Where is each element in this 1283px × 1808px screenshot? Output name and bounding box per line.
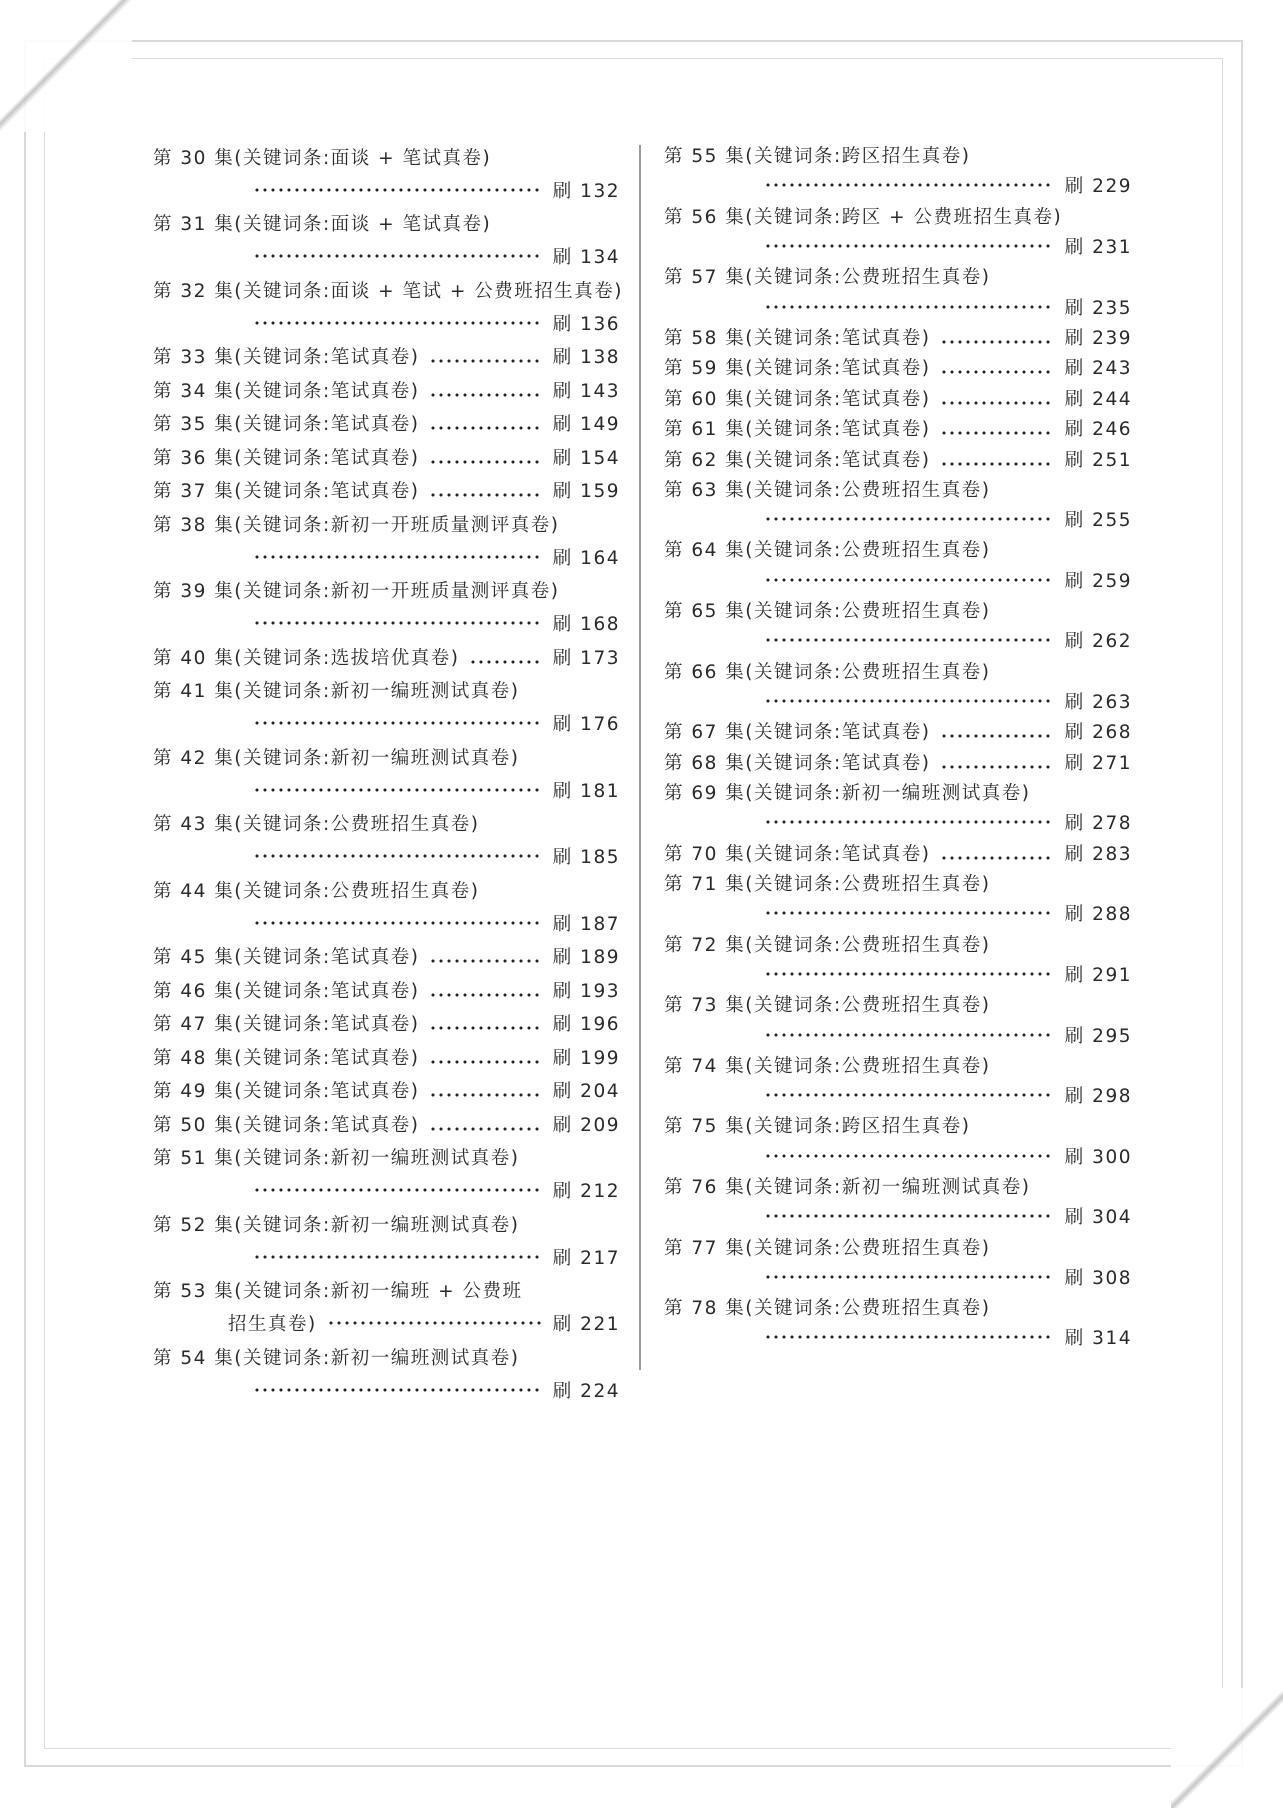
toc-entry-page: 刷 159 (552, 481, 620, 503)
toc-entry-row (664, 749, 1132, 775)
toc-entry-title: 第 41 集(关键词条:新初一编班测试真卷) (153, 681, 520, 702)
toc-entry-leader-line (153, 1373, 620, 1406)
dot-leader (940, 431, 1052, 435)
toc-entry-title-line (664, 656, 1132, 686)
toc-entry-title-line (664, 928, 1132, 958)
dot-leader (429, 959, 540, 963)
toc-entry-title: 第 54 集(关键词条:新初一编班测试真卷) (153, 1347, 520, 1369)
toc-entry-leader-line (664, 686, 1132, 716)
dot-leader (764, 1093, 1053, 1097)
dot-leader (764, 820, 1053, 824)
toc-entry-page: 刷 149 (552, 414, 620, 436)
dot-leader (429, 1093, 540, 1097)
toc-entry[interactable] (153, 640, 620, 674)
toc-entry[interactable] (153, 474, 620, 508)
toc-entry-page: 刷 308 (1064, 1267, 1132, 1289)
toc-entry-title: 第 68 集(关键词条:笔试真卷) (664, 752, 931, 774)
toc-entry-page: 刷 304 (1064, 1207, 1132, 1229)
toc-entry-page: 刷 239 (1064, 327, 1132, 349)
toc-entry-title: 第 61 集(关键词条:笔试真卷) (664, 419, 931, 441)
toc-entry[interactable] (664, 413, 1132, 443)
toc-entry[interactable] (664, 140, 1132, 201)
toc-entry-page: 刷 196 (552, 1014, 620, 1036)
toc-entry-title-line (153, 674, 620, 707)
toc-entry-title: 第 76 集(关键词条:新初一编班测试真卷) (664, 1176, 1031, 1198)
toc-entry[interactable] (153, 1274, 620, 1341)
toc-entry-page: 刷 181 (552, 780, 620, 802)
toc-entry-leader-line (153, 540, 620, 573)
toc-entry-page: 刷 132 (552, 180, 620, 202)
toc-entry[interactable] (664, 352, 1132, 382)
toc-entry-page: 刷 298 (1064, 1086, 1132, 1108)
toc-entry-page: 刷 251 (1064, 449, 1132, 471)
toc-entry[interactable] (153, 1207, 620, 1274)
toc-entry-page: 刷 314 (1064, 1328, 1132, 1350)
toc-entry-leader-line (664, 1201, 1132, 1231)
toc-entry-leader-line (153, 240, 620, 273)
toc-entry-row (664, 840, 1132, 866)
toc-entry-title: 第 40 集(关键词条:选拔培优真卷) (153, 647, 460, 669)
toc-entry-title: 第 78 集(关键词条:公费班招生真卷) (664, 1298, 991, 1320)
toc-entry-title: 第 37 集(关键词条:笔试真卷) (153, 481, 420, 503)
dot-leader (764, 972, 1053, 976)
toc-entry-page: 刷 291 (1064, 964, 1132, 986)
toc-right-column (664, 140, 1132, 1353)
toc-entry-page: 刷 154 (552, 447, 620, 469)
toc-entry[interactable] (664, 322, 1132, 352)
toc-entry-title-line (664, 1110, 1132, 1140)
toc-entry-leader-line (664, 1322, 1132, 1352)
toc-entry-page: 刷 235 (1064, 297, 1132, 319)
toc-entry[interactable] (153, 273, 623, 340)
toc-entry-title: 第 67 集(关键词条:笔试真卷) (664, 722, 931, 744)
toc-entry-page: 刷 271 (1064, 752, 1132, 774)
toc-entry-row (153, 377, 620, 403)
toc-entry-title-line (664, 1231, 1132, 1261)
toc-entry-row (664, 415, 1132, 441)
toc-entry-title: 第 55 集(关键词条:跨区招生真卷) (664, 146, 971, 168)
toc-entry[interactable] (153, 1141, 620, 1208)
toc-entry[interactable] (664, 383, 1132, 413)
dot-leader (253, 555, 541, 559)
dot-leader (429, 1060, 540, 1064)
toc-entry-title: 第 39 集(关键词条:新初一开班质量测评真卷) (153, 581, 560, 602)
toc-entry-page: 刷 224 (552, 1380, 620, 1402)
toc-entry-title-line (664, 1292, 1132, 1322)
toc-entry-title-line (153, 507, 620, 540)
dot-leader (253, 1188, 541, 1192)
dot-leader (940, 370, 1052, 374)
toc-entry-title: 第 42 集(关键词条:新初一编班测试真卷) (153, 747, 520, 769)
toc-entry[interactable] (664, 1171, 1132, 1232)
toc-entry-leader-line (664, 1262, 1132, 1292)
toc-entry-title-line (664, 140, 1132, 170)
dot-leader (429, 493, 540, 497)
toc-entry[interactable] (153, 340, 620, 374)
toc-entry-row (153, 977, 620, 1003)
toc-entry-title: 第 46 集(关键词条:笔试真卷) (153, 980, 420, 1002)
toc-entry-title: 第 56 集(关键词条:跨区 + 公费班招生真卷) (664, 206, 1063, 228)
toc-entry-page: 刷 212 (552, 1181, 620, 1202)
toc-entry-title: 第 75 集(关键词条:跨区招生真卷) (664, 1116, 971, 1138)
dot-leader (764, 1154, 1053, 1158)
toc-entry-page: 刷 185 (552, 847, 620, 868)
toc-entry-title-line (153, 273, 623, 306)
toc-entry-title-line (664, 868, 1132, 898)
toc-entry-page: 刷 246 (1064, 419, 1132, 441)
toc-entry-title: 第 36 集(关键词条:笔试真卷) (153, 447, 420, 469)
toc-entry[interactable] (664, 261, 1132, 322)
toc-entry-row (153, 1044, 620, 1070)
toc-entry-title-line (664, 201, 1132, 231)
toc-entry-page: 刷 143 (552, 380, 620, 402)
toc-entry-title: 第 34 集(关键词条:笔试真卷) (153, 380, 420, 402)
toc-entry[interactable] (664, 868, 1132, 929)
toc-entry[interactable] (664, 201, 1132, 262)
toc-entry-leader-line (664, 1080, 1132, 1110)
toc-entry-leader-line (153, 773, 620, 806)
toc-entry-title-continuation: 招生真卷) (228, 1314, 317, 1335)
toc-entry-title-line (664, 261, 1132, 291)
toc-entry[interactable] (664, 1110, 1132, 1171)
toc-entry-title: 第 58 集(关键词条:笔试真卷) (664, 327, 931, 349)
toc-entry-page: 刷 263 (1064, 691, 1132, 713)
toc-entry-page: 刷 168 (552, 614, 620, 635)
dot-leader (764, 1335, 1053, 1339)
dot-leader (253, 854, 541, 858)
toc-entry-row (153, 1111, 620, 1137)
toc-entry[interactable] (153, 140, 620, 207)
dot-leader (253, 788, 541, 792)
dot-leader (764, 1214, 1053, 1218)
dot-leader (253, 1388, 541, 1392)
toc-entry-leader-line (153, 1307, 620, 1340)
toc-entry-title-line (153, 740, 620, 773)
dot-leader (429, 1127, 540, 1131)
toc-entry[interactable] (664, 534, 1132, 595)
toc-entry[interactable] (664, 443, 1132, 473)
page-curl-bottom-right (1171, 1688, 1283, 1808)
dot-leader (327, 1321, 541, 1325)
toc-entry-title: 第 32 集(关键词条:面谈 + 笔试 + 公费班招生真卷) (153, 280, 623, 302)
toc-entry-leader-line (664, 1141, 1132, 1171)
toc-entry-title: 第 73 集(关键词条:公费班招生真卷) (664, 995, 991, 1017)
toc-entry[interactable] (153, 1007, 620, 1041)
dot-leader (940, 401, 1052, 405)
toc-entry-page: 刷 221 (552, 1314, 620, 1335)
toc-entry[interactable] (153, 207, 620, 274)
toc-entry-leader-line (153, 1174, 620, 1207)
toc-entry-title-line (664, 534, 1132, 564)
toc-entry-title: 第 66 集(关键词条:公费班招生真卷) (664, 661, 991, 683)
toc-entry-leader-line (153, 906, 620, 939)
toc-entry-leader-line (664, 898, 1132, 928)
toc-entry-title: 第 60 集(关键词条:笔试真卷) (664, 388, 931, 410)
toc-entry-title: 第 47 集(关键词条:笔试真卷) (153, 1014, 420, 1036)
toc-entry-title-line (664, 989, 1132, 1019)
toc-entry-page: 刷 217 (552, 1247, 620, 1269)
toc-entry-page: 刷 138 (552, 347, 620, 369)
toc-entry[interactable] (153, 1040, 620, 1074)
toc-entry-leader-line (153, 607, 620, 640)
toc-entry-page: 刷 193 (552, 980, 620, 1002)
toc-entry-title: 第 50 集(关键词条:笔试真卷) (153, 1114, 420, 1136)
toc-entry-title: 第 30 集(关键词条:面谈 + 笔试真卷) (153, 147, 492, 169)
toc-entry-page: 刷 288 (1064, 904, 1132, 926)
toc-entry-title: 第 45 集(关键词条:笔试真卷) (153, 947, 420, 969)
dot-leader (429, 393, 540, 397)
toc-entry-page: 刷 173 (552, 647, 620, 669)
toc-entry-title: 第 48 集(关键词条:笔试真卷) (153, 1047, 420, 1069)
toc-entry-leader-line (664, 231, 1132, 261)
dot-leader (764, 1275, 1053, 1279)
toc-entry-row (664, 446, 1132, 472)
page-curl-top-left (0, 0, 132, 132)
toc-entry-title-line (664, 474, 1132, 504)
toc-entry-row (153, 1010, 620, 1036)
toc-entry-title-line (153, 574, 620, 607)
dot-leader (940, 856, 1052, 860)
toc-entry-row (664, 324, 1132, 350)
toc-entry[interactable] (153, 873, 620, 940)
toc-entry-page: 刷 278 (1064, 813, 1132, 835)
toc-entry-title: 第 38 集(关键词条:新初一开班质量测评真卷) (153, 514, 560, 536)
toc-entry-row (664, 718, 1132, 744)
toc-entry-page: 刷 243 (1064, 358, 1132, 380)
dot-leader (429, 1026, 540, 1030)
toc-entry-leader-line (664, 959, 1132, 989)
toc-entry-title-line (664, 1171, 1132, 1201)
toc-entry[interactable] (153, 407, 620, 441)
toc-entry-leader-line (664, 565, 1132, 595)
toc-entry-leader-line (153, 707, 620, 740)
dot-leader (764, 305, 1053, 309)
toc-entry-leader-line (153, 306, 620, 339)
toc-entry[interactable] (664, 837, 1132, 867)
toc-entry[interactable] (664, 1231, 1132, 1292)
toc-entry-title-line (153, 207, 620, 240)
toc-entry-title: 第 57 集(关键词条:公费班招生真卷) (664, 267, 991, 289)
toc-entry-page: 刷 189 (552, 947, 620, 969)
toc-entry-row (153, 644, 620, 670)
dot-leader (429, 426, 540, 430)
toc-entry-title-line (153, 1141, 620, 1174)
toc-entry-leader-line (153, 173, 620, 206)
dot-leader (253, 621, 541, 625)
toc-entry-leader-line (664, 291, 1132, 321)
toc-entry-row (153, 943, 620, 969)
toc-entry[interactable] (664, 656, 1132, 717)
toc-entry[interactable] (153, 440, 620, 474)
toc-entry[interactable] (664, 928, 1132, 989)
toc-entry-page: 刷 255 (1064, 510, 1132, 532)
toc-entry-leader-line (664, 625, 1132, 655)
dot-leader (253, 321, 541, 325)
toc-entry-page: 刷 244 (1064, 388, 1132, 410)
toc-entry-title-line (664, 777, 1132, 807)
toc-entry-page: 刷 134 (552, 247, 620, 268)
toc-entry-row (153, 444, 620, 470)
toc-entry-title: 第 53 集(关键词条:新初一编班 + 公费班 (153, 1281, 523, 1302)
toc-entry[interactable] (153, 507, 620, 574)
toc-entry-title: 第 72 集(关键词条:公费班招生真卷) (664, 934, 991, 956)
toc-entry[interactable] (153, 674, 620, 741)
toc-entry-page: 刷 283 (1064, 843, 1132, 865)
toc-entry-row (153, 1077, 620, 1103)
toc-entry[interactable] (664, 989, 1132, 1050)
toc-entry-leader-line (664, 807, 1132, 837)
toc-entry[interactable] (664, 595, 1132, 656)
toc-entry-title-line (153, 807, 620, 840)
dot-leader (940, 462, 1052, 466)
dot-leader (764, 517, 1053, 521)
dot-leader (764, 183, 1053, 187)
toc-entry[interactable] (153, 740, 620, 807)
toc-entry-title: 第 63 集(关键词条:公费班招生真卷) (664, 479, 991, 501)
toc-entry-title: 第 44 集(关键词条:公费班招生真卷) (153, 880, 480, 902)
toc-entry-title: 第 52 集(关键词条:新初一编班测试真卷) (153, 1214, 520, 1236)
toc-entry-title-line (664, 1050, 1132, 1080)
toc-entry[interactable] (153, 373, 620, 407)
toc-entry-title: 第 74 集(关键词条:公费班招生真卷) (664, 1055, 991, 1077)
toc-entry-page: 刷 136 (552, 313, 620, 335)
toc-entry[interactable] (153, 940, 620, 974)
toc-entry-leader-line (664, 170, 1132, 200)
toc-entry[interactable] (664, 747, 1132, 777)
dot-leader (940, 734, 1052, 738)
dot-leader (253, 254, 541, 258)
toc-entry-page: 刷 300 (1064, 1146, 1132, 1168)
dot-leader (764, 638, 1053, 642)
toc-entry[interactable] (153, 973, 620, 1007)
dot-leader (429, 359, 540, 363)
toc-entry-title: 第 43 集(关键词条:公费班招生真卷) (153, 814, 480, 835)
toc-entry-page: 刷 259 (1064, 570, 1132, 592)
dot-leader (429, 460, 540, 464)
toc-entry-title: 第 77 集(关键词条:公费班招生真卷) (664, 1237, 991, 1259)
toc-entry-page: 刷 176 (552, 714, 620, 735)
toc-entry-page: 刷 164 (552, 547, 620, 569)
toc-entry-page: 刷 231 (1064, 237, 1132, 259)
dot-leader (764, 911, 1053, 915)
toc-entry-title: 第 65 集(关键词条:公费班招生真卷) (664, 601, 991, 623)
toc-entry-title: 第 31 集(关键词条:面谈 + 笔试真卷) (153, 214, 492, 235)
toc-entry-title: 第 71 集(关键词条:公费班招生真卷) (664, 874, 991, 896)
toc-entry[interactable] (153, 574, 620, 641)
toc-left-column (153, 140, 623, 1407)
toc-entry-leader-line (153, 840, 620, 873)
toc-entry-title: 第 64 集(关键词条:公费班招生真卷) (664, 540, 991, 562)
toc-entry[interactable] (664, 777, 1132, 838)
dot-leader (469, 660, 540, 664)
dot-leader (940, 340, 1052, 344)
dot-leader (764, 699, 1053, 703)
dot-leader (253, 188, 541, 192)
dot-leader (253, 721, 541, 725)
toc-entry-title-line (153, 140, 620, 173)
toc-entry-title-line (153, 1207, 620, 1240)
toc-entry-title: 第 70 集(关键词条:笔试真卷) (664, 843, 931, 865)
toc-entry[interactable] (153, 1340, 620, 1407)
toc-entry[interactable] (153, 1107, 620, 1141)
toc-entry-title-line (153, 873, 620, 906)
toc-entry-page: 刷 295 (1064, 1025, 1132, 1047)
toc-entry[interactable] (153, 807, 620, 874)
toc-entry[interactable] (664, 1292, 1132, 1353)
toc-entry-title: 第 49 集(关键词条:笔试真卷) (153, 1081, 420, 1103)
toc-entry-row (153, 343, 620, 369)
dot-leader (764, 578, 1053, 582)
toc-entry-page: 刷 268 (1064, 722, 1132, 744)
toc-entry-row (153, 477, 620, 503)
dot-leader (253, 1255, 541, 1259)
dot-leader (764, 1033, 1053, 1037)
toc-entry-page: 刷 209 (552, 1114, 620, 1136)
toc-entry-leader-line (664, 1019, 1132, 1049)
toc-entry-row (153, 410, 620, 436)
toc-entry-title: 第 33 集(关键词条:笔试真卷) (153, 347, 420, 369)
toc-entry-title-line (153, 1274, 620, 1307)
toc-entry-page: 刷 199 (552, 1047, 620, 1069)
toc-entry-page: 刷 187 (552, 913, 620, 935)
toc-entry[interactable] (664, 474, 1132, 535)
dot-leader (940, 765, 1052, 769)
toc-entry-title: 第 35 集(关键词条:笔试真卷) (153, 414, 420, 436)
toc-entry-title: 第 59 集(关键词条:笔试真卷) (664, 358, 931, 380)
toc-entry-title: 第 69 集(关键词条:新初一编班测试真卷) (664, 783, 1031, 805)
toc-entry-page: 刷 229 (1064, 176, 1132, 198)
toc-entry[interactable] (664, 1050, 1132, 1111)
toc-entry-leader-line (664, 504, 1132, 534)
toc-entry[interactable] (664, 716, 1132, 746)
column-divider (639, 145, 641, 1370)
toc-entry-title-line (664, 595, 1132, 625)
toc-entry[interactable] (153, 1074, 620, 1108)
dot-leader (253, 921, 541, 925)
toc-entry-row (664, 354, 1132, 380)
toc-entry-row (664, 385, 1132, 411)
toc-entry-page: 刷 262 (1064, 631, 1132, 653)
dot-leader (764, 244, 1053, 248)
dot-leader (429, 993, 540, 997)
toc-entry-title-line (153, 1340, 620, 1373)
toc-entry-leader-line (153, 1240, 620, 1273)
toc-entry-title: 第 62 集(关键词条:笔试真卷) (664, 449, 931, 471)
toc-entry-title: 第 51 集(关键词条:新初一编班测试真卷) (153, 1148, 520, 1169)
toc-entry-page: 刷 204 (552, 1081, 620, 1103)
